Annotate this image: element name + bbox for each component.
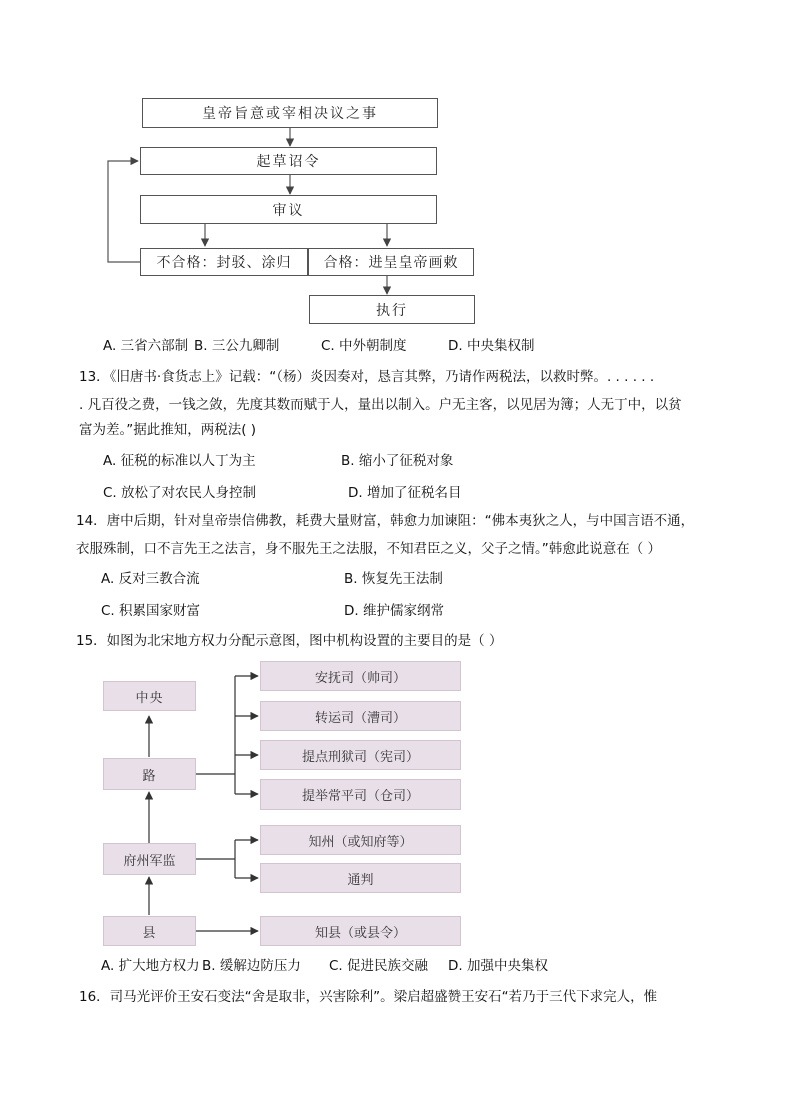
node-tidianxingyusi: 提点刑狱司（宪司） xyxy=(260,740,461,770)
q12-option-a: A. 三省六部制 xyxy=(103,338,189,354)
q12-option-d: D. 中央集权制 xyxy=(448,338,535,354)
q14-option-b: B. 恢复先王法制 xyxy=(344,571,443,587)
q12-option-b: B. 三公九卿制 xyxy=(194,338,280,354)
q13-option-b: B. 缩小了征税对象 xyxy=(341,453,454,469)
node-zhuanyunsi: 转运司（漕司） xyxy=(260,701,461,731)
q14-option-c: C. 积累国家财富 xyxy=(101,603,201,619)
q15-option-a: A. 扩大地方权力 xyxy=(101,958,200,974)
flow-box-execute: 执行 xyxy=(309,295,475,324)
node-fuzhoujunjian: 府州军监 xyxy=(103,843,196,875)
q14-stem-line2: 衣服殊制，口不言先王之法言，身不服先王之法服，不知君臣之义，父子之情。”韩愈此说意在（ ） xyxy=(76,541,662,557)
q15-option-c: C. 促进民族交融 xyxy=(329,958,429,974)
node-anfusi: 安抚司（帅司） xyxy=(260,661,461,691)
q13-option-c: C. 放松了对农民人身控制 xyxy=(103,485,257,501)
q15-stem: 15．如图为北宋地方权力分配示意图，图中机构设置的主要目的是（ ） xyxy=(76,633,503,649)
flow-box-review: 审议 xyxy=(140,195,437,224)
q13-stem-line3: 富为差。”据此推知，两税法( ) xyxy=(79,422,257,438)
q14-stem-line1: 14．唐中后期，针对皇帝崇信佛教，耗费大量财富，韩愈力加谏阻：“佛本夷狄之人，与中国言语不通， xyxy=(76,513,695,529)
q12-option-c: C. 中外朝制度 xyxy=(321,338,407,354)
node-tongpan: 通判 xyxy=(260,863,461,893)
q13-option-d: D. 增加了征税名目 xyxy=(348,485,462,501)
node-xian: 县 xyxy=(103,916,196,946)
q13-option-a: A. 征税的标准以人丁为主 xyxy=(103,453,256,469)
flow-box-fail: 不合格：封驳、涂归 xyxy=(140,248,308,276)
flow-box-draft: 起草诏令 xyxy=(140,147,437,175)
node-tijuchangpingsi: 提举常平司（仓司） xyxy=(260,779,461,810)
flow-box-decree: 皇帝旨意或宰相决议之事 xyxy=(142,98,438,128)
q14-option-a: A. 反对三教合流 xyxy=(101,571,200,587)
q15-option-d: D. 加强中央集权 xyxy=(448,958,548,974)
q16-stem-line1: 16．司马光评价王安石变法“舍是取非，兴害除利”。梁启超盛赞王安石“若乃于三代下求完人，惟 xyxy=(79,989,658,1005)
node-zhizhou: 知州（或知府等） xyxy=(260,825,461,855)
q15-option-b: B. 缓解边防压力 xyxy=(202,958,301,974)
q13-stem-line2: . 凡百役之费，一钱之敛，先度其数而赋于人，量出以制入。户无主客，以见居为簿；人无丁中，以贫 xyxy=(79,397,682,413)
q14-option-d: D. 维护儒家纲常 xyxy=(344,603,444,619)
node-zhixian: 知县（或县令） xyxy=(260,916,461,946)
q13-stem-line1: 13．《旧唐书·食货志上》记载：“（杨）炎因奏对，恳言其弊，乃请作两税法，以救时弊。. . . . . . xyxy=(79,369,655,385)
node-central: 中央 xyxy=(103,681,196,711)
flow-box-pass: 合格：进呈皇帝画敕 xyxy=(308,248,474,276)
node-lu: 路 xyxy=(103,758,196,790)
